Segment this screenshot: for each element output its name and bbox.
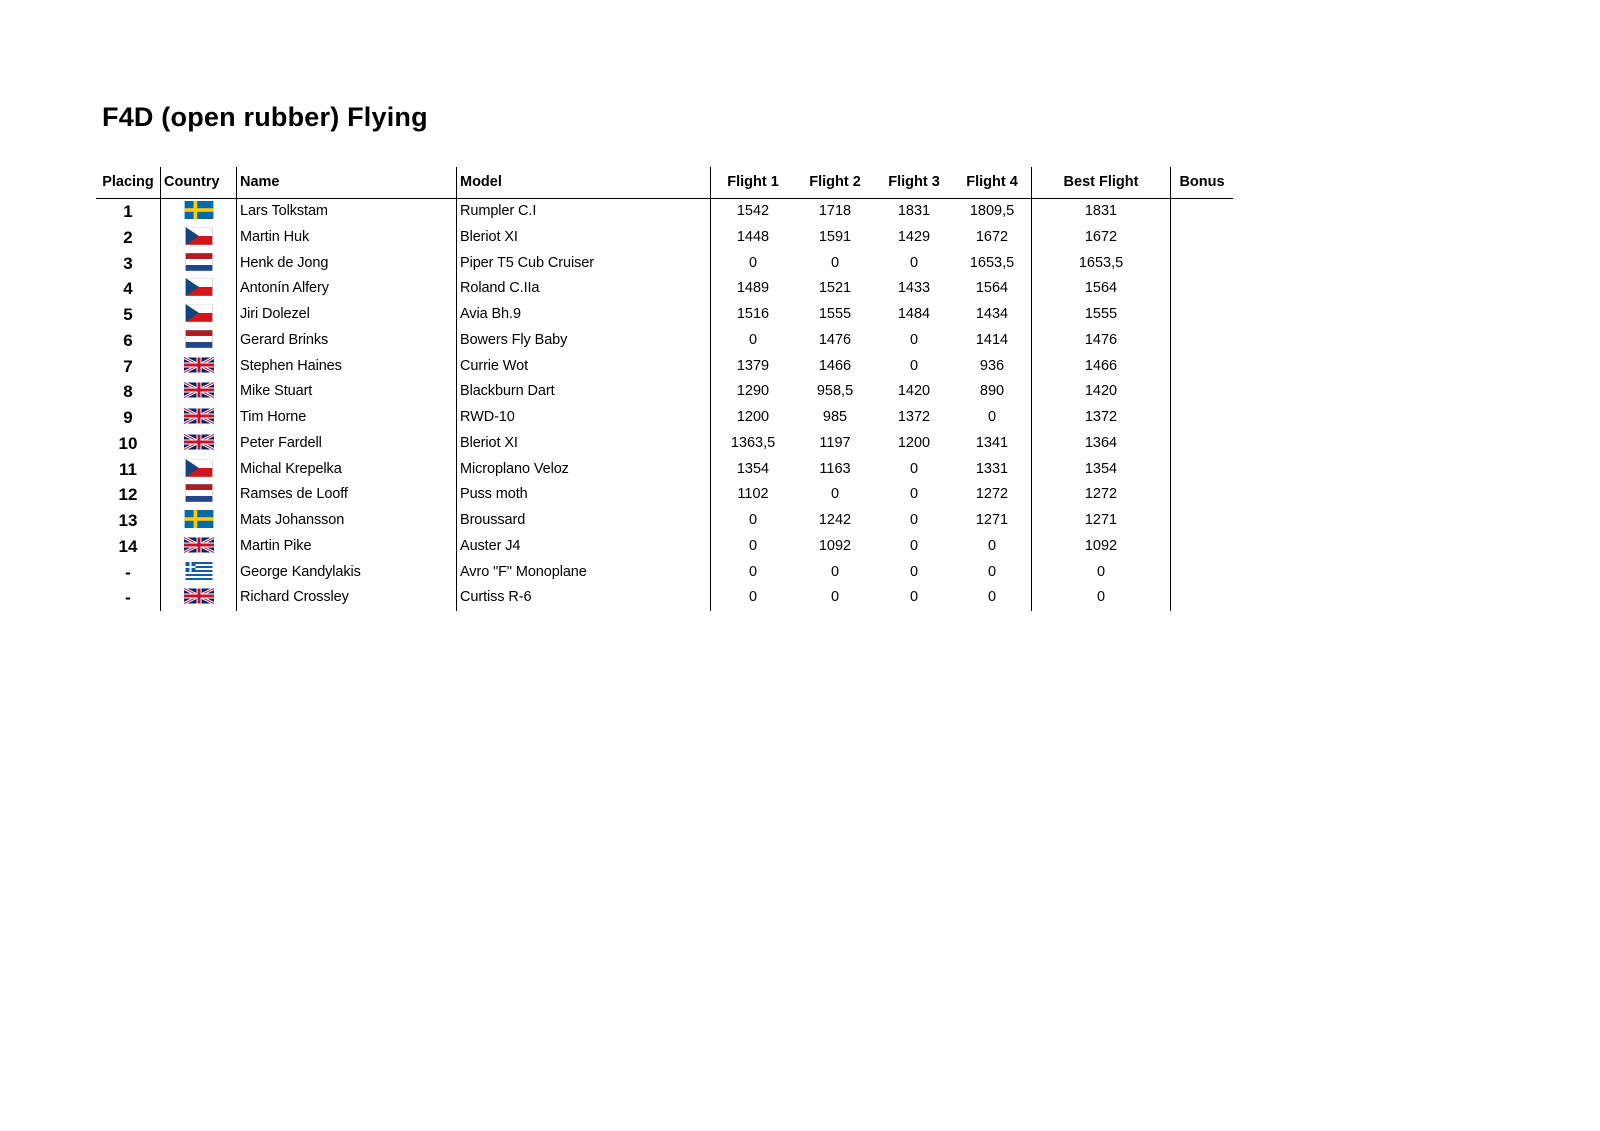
model-cell: Auster J4	[457, 534, 711, 560]
results-table	[96, 167, 1233, 611]
country-cell	[161, 508, 237, 534]
flight4-cell: 0	[987, 409, 997, 425]
placing-cell: 10	[118, 433, 138, 453]
placing-cell: -	[125, 588, 131, 608]
flight2-cell: 985	[822, 409, 848, 425]
country-cell	[161, 251, 237, 277]
name-cell: Henk de Jong	[237, 251, 457, 277]
name-cell: Tim Horne	[237, 405, 457, 431]
flight2-cell: 958,5	[816, 383, 854, 400]
flight2-cell: 0	[830, 254, 840, 271]
sweden-flag-icon	[184, 510, 214, 528]
name-header: Name	[237, 167, 457, 199]
bonus-cell	[1171, 251, 1234, 277]
model-cell: Currie Wot	[457, 354, 711, 380]
name-cell: Michal Krepelka	[237, 457, 457, 483]
bonus-cell	[1171, 431, 1234, 457]
placing-cell: 7	[123, 356, 133, 376]
flight4-cell: 1331	[975, 460, 1009, 477]
flight4-cell: 1672	[975, 228, 1009, 245]
country-cell	[161, 225, 237, 251]
flight4-cell: 1809,5	[969, 203, 1015, 219]
placing-cell: -	[125, 562, 131, 582]
flight1-cell: 1489	[711, 276, 796, 302]
flight1-cell: 0	[711, 534, 796, 560]
sweden-flag-icon	[184, 201, 214, 219]
bonus-cell	[1171, 508, 1234, 534]
flight2-cell: 1718	[818, 203, 852, 219]
name-cell: Peter Fardell	[237, 431, 457, 457]
model-cell: Broussard	[457, 508, 711, 534]
czech-flag-icon	[184, 227, 214, 245]
flight1-cell: 1363,5	[711, 431, 796, 457]
header-row	[96, 167, 1233, 199]
country-cell	[161, 302, 237, 328]
best-flight-cell: 0	[1032, 585, 1171, 611]
best-flight-cell: 1354	[1032, 457, 1171, 483]
table-row	[96, 379, 1233, 405]
flight3-cell: 0	[909, 486, 919, 503]
model-cell: Microplano Veloz	[457, 457, 711, 483]
country-header: Country	[161, 167, 237, 199]
czech-flag-icon	[184, 459, 214, 477]
table-row	[96, 585, 1233, 611]
flight3-cell: 1200	[897, 434, 931, 451]
name-cell: Stephen Haines	[237, 354, 457, 380]
placing-cell: 1	[123, 202, 133, 221]
flight1-cell: 1516	[711, 302, 796, 328]
best-flight-cell: 1672	[1032, 225, 1171, 251]
flight4-cell: 1272	[975, 486, 1009, 503]
flight2-cell: 0	[830, 589, 840, 606]
model-cell: Rumpler C.I	[457, 199, 711, 225]
flight4-cell: 1564	[975, 280, 1009, 297]
bonus-cell	[1171, 276, 1234, 302]
flight4-cell: 0	[987, 563, 997, 580]
bonus-cell	[1171, 328, 1234, 354]
name-cell: Martin Huk	[237, 225, 457, 251]
placing-cell: 2	[123, 227, 133, 247]
name-cell: George Kandylakis	[237, 560, 457, 586]
flight1-cell: 0	[711, 328, 796, 354]
model-cell: Curtiss R-6	[457, 585, 711, 611]
netherlands-flag-icon	[184, 253, 214, 271]
placing-cell: 6	[123, 330, 133, 350]
czech-flag-icon	[184, 304, 214, 322]
bonus-cell	[1171, 302, 1234, 328]
placing-cell: 4	[123, 279, 133, 299]
bonus-cell	[1171, 482, 1234, 508]
flight4-cell: 1341	[975, 434, 1009, 451]
country-cell	[161, 354, 237, 380]
table-row	[96, 560, 1233, 586]
best-flight-cell: 1476	[1032, 328, 1171, 354]
name-cell: Ramses de Looff	[237, 482, 457, 508]
best-flight-cell: 1364	[1032, 431, 1171, 457]
flight3-cell: 1484	[897, 306, 931, 322]
bonus-cell	[1171, 405, 1234, 431]
flight2-cell: 0	[830, 563, 840, 580]
best-flight-cell: 1272	[1032, 482, 1171, 508]
country-cell	[161, 379, 237, 405]
uk-flag-icon	[184, 407, 214, 425]
country-cell	[161, 534, 237, 560]
bonus-cell	[1171, 585, 1234, 611]
table-row	[96, 431, 1233, 457]
table-row	[96, 302, 1233, 328]
placing-cell: 13	[118, 511, 138, 530]
country-cell	[161, 405, 237, 431]
flight2-cell: 1591	[818, 228, 852, 245]
table-row	[96, 225, 1233, 251]
flight1-cell: 0	[711, 251, 796, 277]
placing-cell: 8	[123, 382, 133, 402]
name-cell: Gerard Brinks	[237, 328, 457, 354]
flight4-cell: 1414	[975, 331, 1009, 348]
flight3-cell: 1433	[897, 280, 931, 297]
greece-flag-icon	[184, 562, 214, 580]
flight4-cell: 1434	[975, 306, 1009, 322]
placing-cell: 11	[119, 459, 137, 479]
best-flight-cell: 1831	[1032, 199, 1171, 225]
best-flight-cell: 1420	[1032, 379, 1171, 405]
flight1-cell: 1354	[711, 457, 796, 483]
name-cell: Jiri Dolezel	[237, 302, 457, 328]
table-row	[96, 534, 1233, 560]
country-cell	[161, 482, 237, 508]
flight4-cell: 890	[979, 383, 1005, 400]
flight3-cell: 1831	[897, 203, 931, 219]
model-cell: Avro "F" Monoplane	[457, 560, 711, 586]
table-row	[96, 354, 1233, 380]
name-cell: Mats Johansson	[237, 508, 457, 534]
flight1-cell: 0	[711, 508, 796, 534]
best-flight-cell: 1271	[1032, 508, 1171, 534]
bonus-cell	[1171, 199, 1234, 225]
table-row	[96, 328, 1233, 354]
table-body	[96, 199, 1233, 612]
table-row	[96, 276, 1233, 302]
netherlands-flag-icon	[184, 330, 214, 348]
flight2-cell: 1476	[818, 331, 852, 348]
country-cell	[161, 457, 237, 483]
name-cell: Lars Tolkstam	[237, 199, 457, 225]
placing-header: Placing	[96, 167, 161, 199]
flight3-cell: 0	[909, 589, 919, 606]
table-header	[96, 167, 1233, 199]
flight2-cell: 1242	[818, 512, 852, 528]
model-cell: Puss moth	[457, 482, 711, 508]
flight3-cell: 1372	[897, 409, 931, 425]
model-cell: Avia Bh.9	[457, 302, 711, 328]
bonus-cell	[1171, 225, 1234, 251]
flight1-cell: 0	[711, 585, 796, 611]
flight4-cell: 0	[987, 537, 997, 554]
flight2-cell: 0	[830, 486, 840, 503]
best-flight-cell: 1372	[1032, 405, 1171, 431]
flight4-header: Flight 4	[953, 167, 1032, 199]
netherlands-flag-icon	[184, 484, 214, 502]
table-row	[96, 457, 1233, 483]
flight4-cell: 1271	[975, 512, 1009, 528]
placing-cell: 5	[123, 305, 133, 324]
uk-flag-icon	[184, 587, 214, 605]
model-cell: Roland C.IIa	[457, 276, 711, 302]
placing-cell: 3	[123, 253, 133, 273]
flight1-cell: 1542	[711, 199, 796, 225]
bonus-cell	[1171, 379, 1234, 405]
flight1-cell: 1200	[711, 405, 796, 431]
model-cell: Bleriot XI	[457, 431, 711, 457]
flight1-cell: 0	[711, 560, 796, 586]
flight1-cell: 1290	[711, 379, 796, 405]
flight3-cell: 0	[909, 563, 919, 580]
flight2-cell: 1555	[818, 306, 852, 322]
flight2-header: Flight 2	[795, 167, 875, 199]
table-row	[96, 405, 1233, 431]
model-cell: Bowers Fly Baby	[457, 328, 711, 354]
bonus-cell	[1171, 354, 1234, 380]
model-cell: Piper T5 Cub Cruiser	[457, 251, 711, 277]
name-cell: Antonín Alfery	[237, 276, 457, 302]
country-cell	[161, 199, 237, 225]
best-flight-cell: 1653,5	[1032, 251, 1171, 277]
placing-cell: 9	[123, 408, 133, 427]
flight3-cell: 1429	[897, 228, 931, 245]
flight3-header: Flight 3	[875, 167, 953, 199]
model-header: Model	[457, 167, 711, 199]
table-row	[96, 508, 1233, 534]
country-cell	[161, 585, 237, 611]
flight3-cell: 0	[909, 254, 919, 271]
model-cell: Blackburn Dart	[457, 379, 711, 405]
bonus-header: Bonus	[1171, 167, 1234, 199]
name-cell: Mike Stuart	[237, 379, 457, 405]
best-flight-header: Best Flight	[1032, 167, 1171, 199]
page-title: F4D (open rubber) Flying	[102, 102, 428, 132]
flight4-cell: 1653,5	[969, 254, 1015, 271]
best-flight-cell: 0	[1032, 560, 1171, 586]
flight2-cell: 1197	[819, 434, 851, 451]
flight4-cell: 0	[987, 589, 997, 606]
flight3-cell: 0	[909, 512, 919, 528]
flight3-cell: 0	[909, 537, 919, 554]
best-flight-cell: 1564	[1032, 276, 1171, 302]
uk-flag-icon	[184, 381, 214, 399]
table-row	[96, 251, 1233, 277]
placing-cell: 12	[118, 485, 138, 505]
flight2-cell: 1466	[818, 357, 852, 374]
country-cell	[161, 328, 237, 354]
flight4-cell: 936	[979, 357, 1005, 374]
bonus-cell	[1171, 534, 1234, 560]
table-row	[96, 482, 1233, 508]
table-row	[96, 199, 1233, 225]
flight2-cell: 1163	[819, 460, 851, 477]
flight2-cell: 1521	[818, 280, 852, 297]
model-cell: RWD-10	[457, 405, 711, 431]
name-cell: Richard Crossley	[237, 585, 457, 611]
country-cell	[161, 560, 237, 586]
bonus-cell	[1171, 457, 1234, 483]
best-flight-cell: 1092	[1032, 534, 1171, 560]
flight1-header: Flight 1	[711, 167, 796, 199]
bonus-cell	[1171, 560, 1234, 586]
uk-flag-icon	[184, 536, 214, 554]
best-flight-cell: 1466	[1032, 354, 1171, 380]
flight1-cell: 1379	[711, 354, 796, 380]
flight2-cell: 1092	[818, 537, 852, 554]
uk-flag-icon	[184, 433, 214, 451]
country-cell	[161, 431, 237, 457]
flight1-cell: 1102	[711, 482, 796, 508]
model-cell: Bleriot XI	[457, 225, 711, 251]
best-flight-cell: 1555	[1032, 302, 1171, 328]
flight3-cell: 0	[909, 331, 919, 348]
placing-cell: 14	[118, 536, 138, 556]
flight1-cell: 1448	[711, 225, 796, 251]
uk-flag-icon	[184, 356, 214, 374]
flight3-cell: 0	[909, 357, 919, 374]
name-cell: Martin Pike	[237, 534, 457, 560]
country-cell	[161, 276, 237, 302]
flight3-cell: 0	[909, 460, 919, 477]
czech-flag-icon	[184, 278, 214, 296]
flight3-cell: 1420	[897, 383, 931, 400]
